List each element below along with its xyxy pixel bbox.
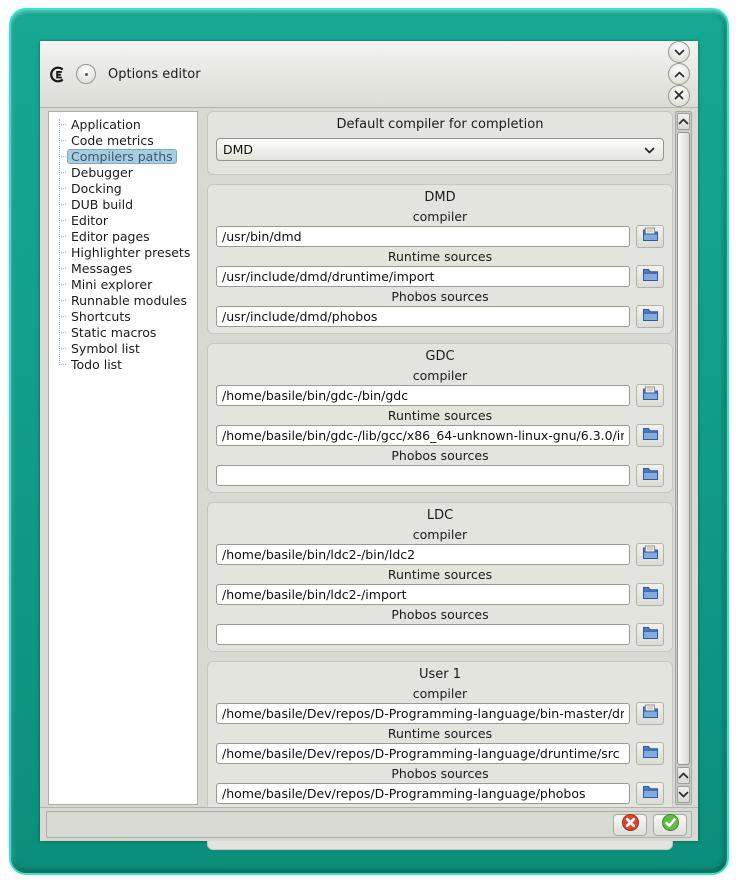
group-title: GDC bbox=[425, 349, 455, 364]
close-x-icon bbox=[674, 89, 684, 104]
titlebar[interactable] bbox=[40, 41, 698, 108]
sidebar-item-messages[interactable] bbox=[67, 260, 195, 276]
field-label-compiler: compiler bbox=[412, 686, 468, 701]
user-1-runtime-sources-input[interactable] bbox=[216, 743, 630, 764]
gdc-runtime-sources-input[interactable] bbox=[216, 425, 630, 446]
splitter-handle[interactable] bbox=[198, 111, 207, 805]
field-row bbox=[216, 543, 664, 566]
app-icon bbox=[48, 65, 68, 83]
gdc-phobos-sources-input[interactable] bbox=[216, 465, 630, 486]
open-folder-icon bbox=[642, 585, 659, 604]
open-folder-icon bbox=[642, 784, 659, 803]
field-row bbox=[216, 424, 664, 447]
sidebar-item-label: DUB build bbox=[71, 196, 134, 212]
window-frame bbox=[9, 8, 729, 875]
sidebar-item-label: Debugger bbox=[71, 164, 133, 180]
field-row bbox=[216, 305, 664, 328]
content-area bbox=[40, 108, 698, 807]
open-folder-icon bbox=[642, 744, 659, 763]
sidebar-item-label: Todo list bbox=[71, 356, 123, 372]
sidebar-item-debugger[interactable] bbox=[67, 164, 195, 180]
scrollbar-thumb[interactable] bbox=[677, 132, 690, 765]
sidebar-item-editor-pages[interactable] bbox=[67, 228, 195, 244]
group-title: User 1 bbox=[418, 667, 462, 682]
group-title: LDC bbox=[426, 508, 454, 523]
group-title: Default compiler for completion bbox=[336, 117, 544, 132]
open-folder-icon bbox=[642, 307, 659, 326]
scrollbar-chevron-down-button[interactable] bbox=[677, 786, 690, 803]
red-cross-icon bbox=[621, 813, 640, 836]
user-1-compiler-input[interactable] bbox=[216, 703, 630, 724]
open-file-icon bbox=[642, 386, 659, 405]
sidebar-item-label: Compilers paths bbox=[67, 149, 177, 164]
field-label-phobos-sources: Phobos sources bbox=[391, 766, 489, 781]
field-label-runtime-sources: Runtime sources bbox=[387, 567, 493, 582]
field-label-compiler: compiler bbox=[412, 527, 468, 542]
statusbar bbox=[40, 807, 698, 841]
open-file-icon bbox=[642, 704, 659, 723]
sidebar-item-label: Editor pages bbox=[71, 228, 150, 244]
open-folder-button[interactable] bbox=[636, 742, 664, 765]
sidebar-item-symbol-list[interactable] bbox=[67, 340, 195, 356]
field-row bbox=[216, 742, 664, 765]
open-file-button[interactable] bbox=[636, 543, 664, 566]
field-row bbox=[216, 225, 664, 248]
open-folder-icon bbox=[642, 426, 659, 445]
chevron-down-icon bbox=[644, 142, 655, 157]
sidebar-item-todo-list[interactable] bbox=[67, 356, 195, 372]
dmd-compiler-input[interactable] bbox=[216, 226, 630, 247]
chevron-down-icon bbox=[678, 787, 689, 802]
sidebar-item-application[interactable] bbox=[67, 116, 195, 132]
field-label-compiler: compiler bbox=[412, 209, 468, 224]
open-folder-icon bbox=[642, 625, 659, 644]
field-row bbox=[216, 702, 664, 725]
field-label-phobos-sources: Phobos sources bbox=[391, 448, 489, 463]
field-row bbox=[216, 265, 664, 288]
window-menu-button[interactable] bbox=[76, 64, 96, 84]
open-folder-button[interactable] bbox=[636, 265, 664, 288]
field-label-runtime-sources: Runtime sources bbox=[387, 726, 493, 741]
sidebar-item-label: Shortcuts bbox=[71, 308, 131, 324]
open-folder-button[interactable] bbox=[636, 464, 664, 487]
window-controls bbox=[661, 41, 690, 107]
ldc-compiler-input[interactable] bbox=[216, 544, 630, 565]
open-folder-button[interactable] bbox=[636, 623, 664, 646]
field-row bbox=[216, 782, 664, 805]
open-file-icon bbox=[642, 545, 659, 564]
group-gdc bbox=[207, 343, 673, 493]
sidebar-item-docking[interactable] bbox=[67, 180, 195, 196]
field-label-phobos-sources: Phobos sources bbox=[391, 289, 489, 304]
default-compiler-combobox[interactable] bbox=[216, 138, 664, 161]
field-row bbox=[216, 464, 664, 487]
field-row bbox=[216, 583, 664, 606]
sidebar-item-compilers-paths[interactable] bbox=[67, 148, 195, 164]
open-folder-icon bbox=[642, 267, 659, 286]
scrollbar-chevron-up-button[interactable] bbox=[677, 113, 690, 130]
compilers-paths-panel bbox=[207, 111, 673, 805]
chevron-up-icon bbox=[678, 768, 689, 783]
maximize-button[interactable] bbox=[668, 63, 690, 85]
open-folder-button[interactable] bbox=[636, 424, 664, 447]
user-1-phobos-sources-input[interactable] bbox=[216, 783, 630, 804]
open-file-icon bbox=[642, 227, 659, 246]
sidebar-item-label: Editor bbox=[71, 212, 108, 228]
close-button[interactable] bbox=[668, 85, 690, 107]
sidebar-item-runnable-modules[interactable] bbox=[67, 292, 195, 308]
sidebar-item-dub-build[interactable] bbox=[67, 196, 195, 212]
sidebar-item-label: Runnable modules bbox=[71, 292, 187, 308]
status-panel bbox=[46, 811, 692, 838]
chevron-down-icon bbox=[674, 45, 685, 60]
open-folder-button[interactable] bbox=[636, 583, 664, 606]
field-row bbox=[216, 384, 664, 407]
sidebar-item-highlighter-presets[interactable] bbox=[67, 244, 195, 260]
field-label-runtime-sources: Runtime sources bbox=[387, 408, 493, 423]
group-title: DMD bbox=[424, 190, 456, 205]
open-folder-icon bbox=[642, 466, 659, 485]
sidebar-item-mini-explorer[interactable] bbox=[67, 276, 195, 292]
ldc-runtime-sources-input[interactable] bbox=[216, 584, 630, 605]
ldc-phobos-sources-input[interactable] bbox=[216, 624, 630, 645]
sidebar-item-static-macros[interactable] bbox=[67, 324, 195, 340]
accept-button[interactable] bbox=[653, 814, 687, 836]
field-row bbox=[216, 623, 664, 646]
group-dmd bbox=[207, 184, 673, 334]
group-user-1 bbox=[207, 661, 673, 811]
group-default-compiler bbox=[207, 111, 673, 175]
sidebar-item-label: Application bbox=[71, 116, 141, 132]
sidebar-item-code-metrics[interactable] bbox=[67, 132, 195, 148]
group-ldc bbox=[207, 502, 673, 652]
dmd-phobos-sources-input[interactable] bbox=[216, 306, 630, 327]
options-editor-window bbox=[40, 41, 698, 841]
window-title: Options editor bbox=[108, 66, 201, 82]
combobox-value: DMD bbox=[223, 142, 254, 157]
sidebar-item-label: Static macros bbox=[71, 324, 157, 340]
field-label-runtime-sources: Runtime sources bbox=[387, 249, 493, 264]
sidebar-item-label: Docking bbox=[71, 180, 122, 196]
open-folder-button[interactable] bbox=[636, 782, 664, 805]
field-label-compiler: compiler bbox=[412, 368, 468, 383]
sidebar-item-label: Mini explorer bbox=[71, 276, 153, 292]
field-label-phobos-sources: Phobos sources bbox=[391, 607, 489, 622]
open-file-button[interactable] bbox=[636, 225, 664, 248]
chevron-up-icon bbox=[674, 67, 685, 82]
sidebar-item-shortcuts[interactable] bbox=[67, 308, 195, 324]
sidebar-item-label: Messages bbox=[71, 260, 133, 276]
cancel-button[interactable] bbox=[613, 814, 647, 836]
open-file-button[interactable] bbox=[636, 702, 664, 725]
options-category-list[interactable] bbox=[48, 111, 198, 805]
chevron-up-icon bbox=[678, 114, 689, 129]
sidebar-item-editor[interactable] bbox=[67, 212, 195, 228]
open-folder-button[interactable] bbox=[636, 305, 664, 328]
open-file-button[interactable] bbox=[636, 384, 664, 407]
green-check-icon bbox=[661, 813, 680, 836]
category-tree bbox=[57, 116, 195, 372]
scrollbar-chevron-up-button[interactable] bbox=[677, 767, 690, 784]
sidebar-item-label: Symbol list bbox=[71, 340, 140, 356]
sidebar-item-label: Code metrics bbox=[71, 132, 154, 148]
dmd-runtime-sources-input[interactable] bbox=[216, 266, 630, 287]
gdc-compiler-input[interactable] bbox=[216, 385, 630, 406]
minimize-button[interactable] bbox=[668, 41, 690, 63]
sidebar-item-label: Highlighter presets bbox=[71, 244, 191, 260]
main-scrollbar[interactable] bbox=[675, 111, 692, 805]
